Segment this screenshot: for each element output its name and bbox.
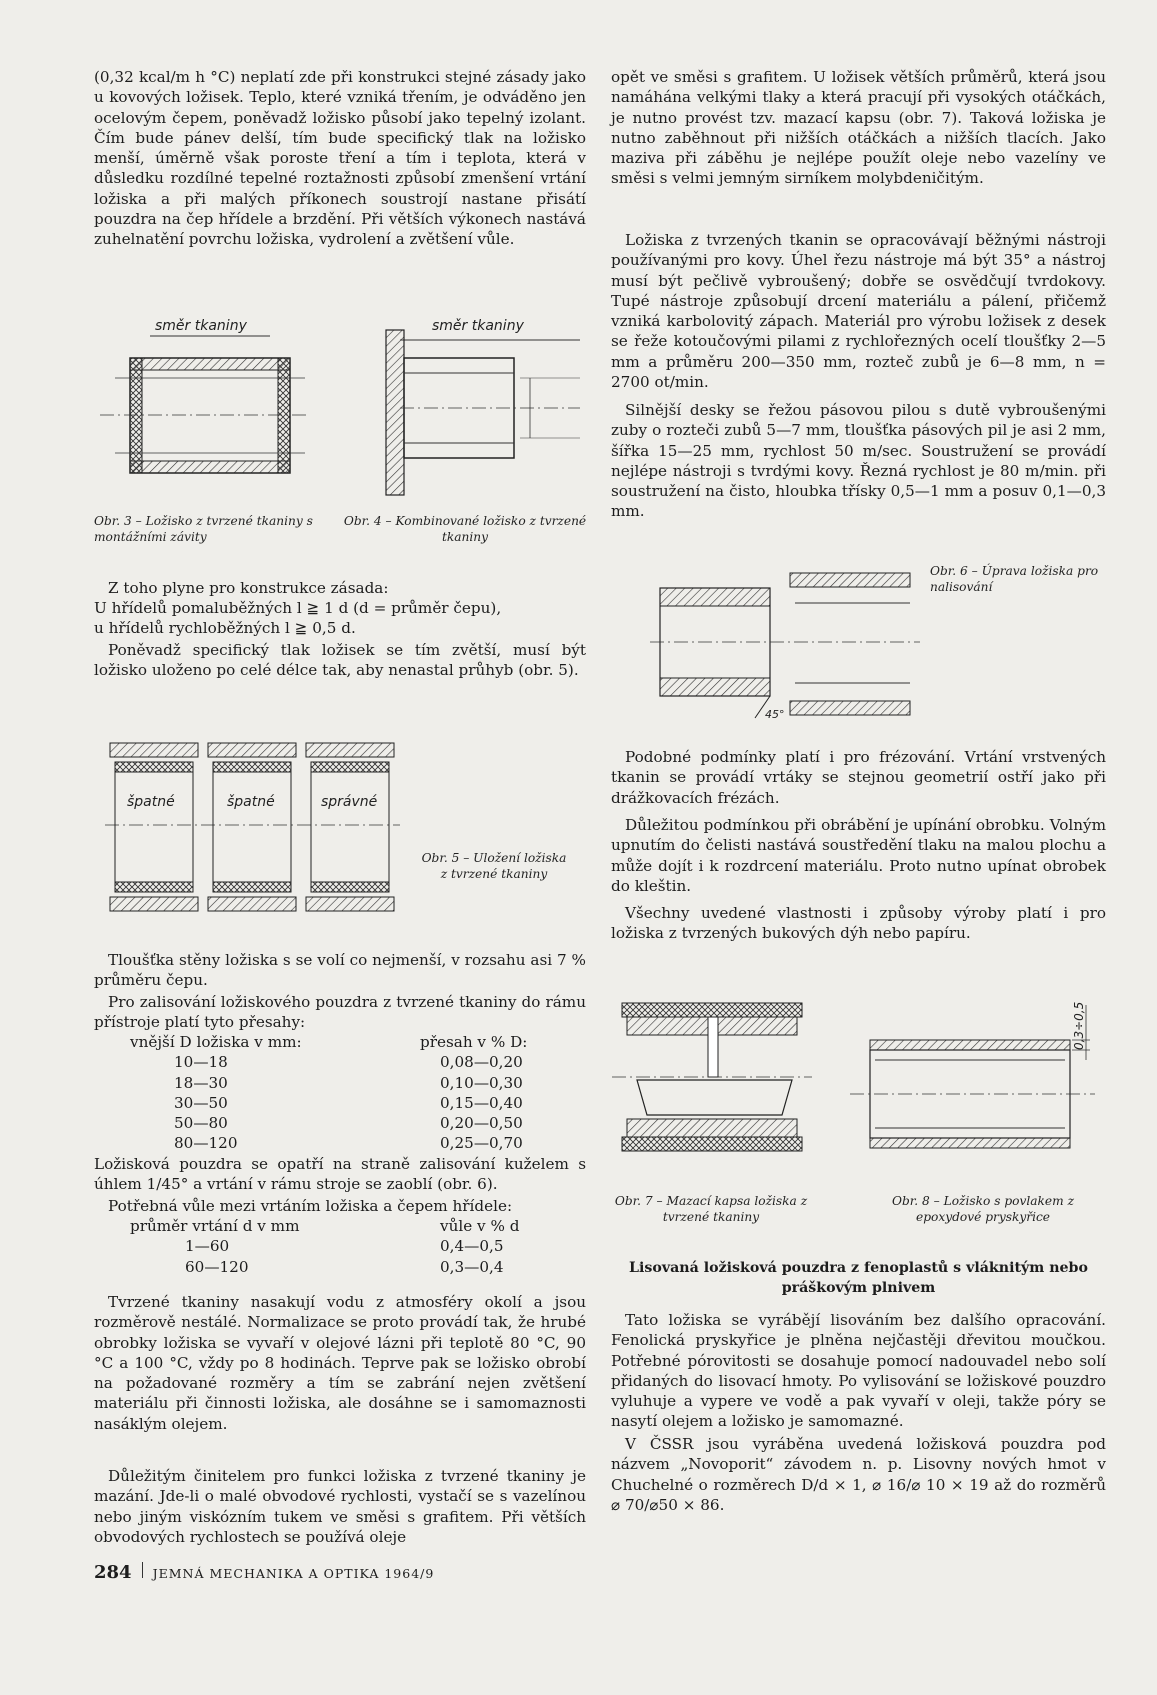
table-header-cell: průměr vrtání d v mm: [130, 1217, 300, 1235]
figure-5-drawing: [105, 740, 400, 915]
chamfer-paragraph: Ložisková pouzdra se opatří na straně zalisování kuželem s úhlem 1/45° a vrtání v rámu stroje se zaoblí (obr. 6).: [94, 1155, 586, 1194]
clearance-table: [130, 1216, 570, 1277]
fig4-direction-label: směr tkaniny: [432, 318, 524, 334]
footer-divider: [142, 1562, 143, 1578]
rule-slow: U hřídelů pomaluběžných l ≧ 1 d (d = průměr čepu),: [94, 599, 502, 617]
fig8-dimension-label: 0,3÷0,5: [1072, 1001, 1086, 1050]
fig5-label-3: správné: [321, 794, 378, 810]
page-footer: [94, 1562, 434, 1583]
table-cell: 0,25—0,70: [440, 1134, 523, 1153]
right-paragraph-5: Důležitou podmínkou při obrábění je upínání obrobku. Volným upnutím do čelisti nastává soustředění tlaku na malou plochu a může dojít i k rozdrcení materiálu. Proto nutno upínat obrobek do kleštin.: [611, 816, 1106, 895]
fig5-caption: Obr. 5 – Uložení ložiska z tvrzené tkaniny: [421, 851, 567, 881]
right-paragraph-7: Tato ložiska se vyrábějí lisováním bez dalšího opracování. Fenolická pryskyřice je plněna nejčastěji dřevitou moučkou. Potřebné pórovitosti se dosahuje pomocí nadouvadel nebo solí přidaných do lisovací hmoty. Po vylisování se ložiskové pouzdro vyluhuje a vypere ve vodě a pak vyvaří v oleji, takže póry se nasytí olejem a ložisko je samomazné.: [611, 1311, 1106, 1431]
press-fit-paragraph: Pro zalisování ložiskového pouzdra z tvrzené tkaniny do rámu přístroje platí tyto přesahy:: [94, 993, 586, 1032]
table-row: [130, 1073, 570, 1093]
table-header-cell: vnější D ložiska v mm:: [130, 1033, 302, 1051]
fig4-caption: Obr. 4 – Kombinované ložisko z tvrzené tkaniny: [343, 514, 587, 544]
rule-fast: u hřídelů rychloběžných l ≧ 0,5 d.: [94, 619, 356, 637]
fig6-caption: Obr. 6 – Úprava ložiska pro nalisování: [930, 564, 1099, 594]
fig8-caption: Obr. 8 – Ložisko s povlakem z epoxydové pryskyřice: [892, 1194, 1074, 1224]
right-paragraph-8: V ČSSR jsou vyráběna uvedená ložisková pouzdra pod názvem „Novoporit“ závodem n. p. Lisovny nových hmot v Chuchelné o rozměrech D/d × 1, ⌀ 16/⌀ 10 × 19 až do rozměrů ⌀ 70/⌀50 × 86.: [611, 1435, 1106, 1514]
table-cell: 0,3—0,4: [440, 1257, 504, 1276]
clearance-paragraph: Potřebná vůle mezi vrtáním ložiska a čepem hřídele:: [108, 1197, 513, 1215]
fig3-direction-label: směr tkaniny: [155, 318, 247, 334]
right-paragraph-1: opět ve směsi s grafitem. U ložisek větších průměrů, která jsou namáhána velkými tlaky a která pracují při vysokých otáčkách, je nutno provést tzv. mazací kapsu (obr. 7). Taková ložiska je nutno zaběhnout při nižších otáčkách a nižších tlacích. Jako maziva při záběhu je nejlépe použít oleje nebo vazelíny ve směsi s velmi jemným sirníkem molybdeničitým.: [611, 68, 1106, 188]
table-cell: 30—50: [174, 1093, 228, 1112]
table-cell: 10—18: [174, 1053, 228, 1072]
figure-8-drawing: [850, 1000, 1095, 1155]
table-cell: 50—80: [174, 1114, 228, 1133]
figure-4-drawing: [380, 318, 590, 513]
table-cell: 0,15—0,40: [440, 1093, 523, 1112]
table-row: [130, 1113, 570, 1133]
table-header: [130, 1032, 570, 1052]
fig5-label-1: špatné: [127, 794, 175, 810]
intro-paragraph: (0,32 kcal/m h °C) neplatí zde při konstrukci stejné zásady jako u kovových ložisek. Teplo, které vzniká třením, je odváděno jen ocelovým čepem, poněvadž ložisko působí jako tepelný izolant. Čím bude pánev delší, tím bude specifický tlak na ložisko menší, úměrně však poroste tření a tím i teplota, která v důsledku rozdílné tepelné roztažnosti způsobí zmenšení vrtání ložiska a při malých příkonech soustrojí nastane přisátí pouzdra na čep hřídele a brzdění. Při větších výkonech nastává zuhelnatění povrchu ložiska, vydrolení a zvětšení vůle.: [94, 68, 586, 249]
press-fit-table: [130, 1032, 570, 1154]
lubrication-paragraph: Důležitým činitelem pro funkci ložiska z tvrzené tkaniny je mazání. Jde-li o malé obvodové rychlosti, vystačí se s vazelínou nebo jiným viskózním tukem ve směsi s grafitem. Při větších obvodových rychlostech se používá oleje: [94, 1467, 586, 1546]
wall-paragraph: Tloušťka stěny ložiska s se volí co nejmenší, v rozsahu asi 7 % průměru čepu.: [94, 951, 586, 990]
table-cell: 0,4—0,5: [440, 1237, 504, 1256]
table-row: [130, 1257, 570, 1277]
fig6-angle-label: 45°: [765, 708, 785, 721]
journal-title: JEMNÁ MECHANIKA A OPTIKA 1964/9: [152, 1566, 435, 1581]
table-cell: 1—60: [185, 1237, 230, 1256]
table-row: [130, 1236, 570, 1256]
table-header-cell: přesah v % D:: [420, 1033, 528, 1051]
figure-3-drawing: [100, 318, 310, 513]
right-paragraph-6: Všechny uvedené vlastnosti i způsoby výroby platí i pro ložiska z tvrzených bukových dýh nebo papíru.: [611, 904, 1106, 943]
table-cell: 80—120: [174, 1134, 238, 1153]
fig3-caption: Obr. 3 – Ložisko z tvrzené tkaniny s montážními závity: [94, 514, 313, 544]
page-number: 284: [94, 1562, 132, 1583]
table-cell: 18—30: [174, 1073, 228, 1092]
figure-7-drawing: [612, 995, 812, 1170]
fig5-label-2: špatné: [227, 794, 275, 810]
section-heading: Lisovaná ložisková pouzdra z fenoplastů s vláknitým nebo práškovým plnivem: [629, 1260, 1088, 1296]
pressure-paragraph: Poněvadž specifický tlak ložisek se tím zvětší, musí být ložisko uloženo po celé délce tak, aby nenastal průhyb (obr. 5).: [94, 641, 586, 680]
table-row: [130, 1133, 570, 1153]
right-paragraph-2: Ložiska z tvrzených tkanin se opracovávají běžnými nástroji používanými pro kovy. Úhel řezu nástroje má být 35° a nástroj musí být pečlivě vybroušený; dobře se osvědčují tvrdokovy. Tupé nástroje způsobují drcení materiálu a pálení, přičemž vzniká karbolovitý zápach. Materiál pro výrobu ložisek z desek se řeže kotoučovými pilami z rychlořezných ocelí tloušťky 2—5 mm a průměru 200—350 mm, rozteč zubů je 6—8 mm, n = 2700 ot/min.: [611, 231, 1106, 392]
table-cell: 0,10—0,30: [440, 1073, 523, 1092]
table-row: [130, 1093, 570, 1113]
water-paragraph: Tvrzené tkaniny nasakují vodu z atmosféry okolí a jsou rozměrově nestálé. Normalizace se proto provádí tak, že hrubé obrobky ložiska se vyvaří v olejové lázni při teplotě 80 °C, 90 °C a 100 °C, vždy po 8 hodinách. Teprve pak se ložisko obrobí na požadované rozměry a tím se zabrání nejen zvětšení materiálu při činnosti ložiska, ale dosáhne se i samomaznosti nasáklým olejem.: [94, 1293, 586, 1433]
right-paragraph-3: Silnější desky se řežou pásovou pilou s dutě vybroušenými zuby o rozteči zubů 5—7 mm, tloušťka pásových pil je asi 2 mm, šířka 15—25 mm, rychlost 50 m/sec. Soustružení se provádí nejlépe nástroji s tvrdými kovy. Řezná rychlost je 80 m/min. při soustružení na čisto, hloubka třísky 0,5—1 mm a posuv 0,1—0,3 mm.: [611, 401, 1106, 521]
figure-6-drawing: [650, 563, 920, 723]
table-header: [130, 1216, 570, 1236]
principle-paragraph: Z toho plyne pro konstrukce zásada:: [108, 579, 389, 597]
right-paragraph-4: Podobné podmínky platí i pro frézování. Vrtání vrstvených tkanin se provádí vrtáky se stejnou geometrií ostří jako při drážkovacích frézách.: [611, 748, 1106, 807]
table-cell: 0,20—0,50: [440, 1114, 523, 1133]
table-row: [130, 1052, 570, 1072]
fig7-caption: Obr. 7 – Mazací kapsa ložiska z tvrzené tkaniny: [614, 1194, 808, 1224]
table-cell: 60—120: [185, 1257, 249, 1276]
table-header-cell: vůle v % d: [440, 1217, 520, 1235]
table-cell: 0,08—0,20: [440, 1053, 523, 1072]
